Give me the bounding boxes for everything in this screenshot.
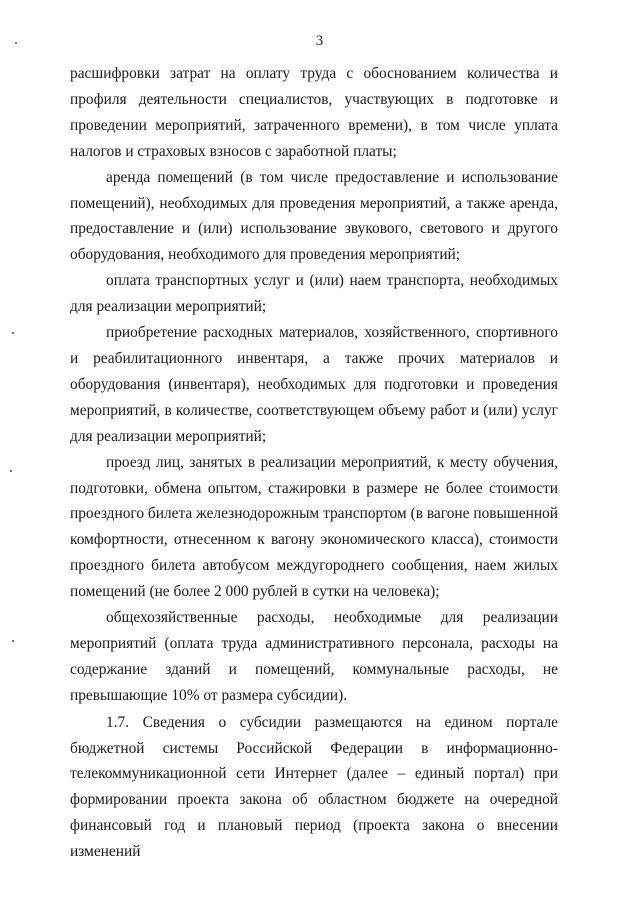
- paragraph-transport: оплата транспортных услуг и (или) наем транспорта, необходимых для реализации мероприятий;: [70, 272, 558, 316]
- paragraph-section-1-7: 1.7. Сведения о субсидии размещаются на едином портале бюджетной системы Российской Федерации в информационно-телекоммуникационной сети Интернет (далее – единый портал) при формировании проекта закона об областном бюджете на очередной финансовый год и плановый период (проекта закона о внесении изменений: [70, 713, 558, 861]
- scan-speck: [15, 42, 17, 44]
- paragraph-materials: приобретение расходных материалов, хозяйственного, спортивного и реабилитационного инвентаря, а также прочих материалов и оборудования (инвентаря), необходимых для подготовки и проведения мероприятий, в количестве, соответствующем объему работ и (или) услуг для реализации мероприятий;: [70, 324, 558, 445]
- page-number: 3: [315, 33, 324, 49]
- scan-speck: [12, 640, 14, 642]
- scan-speck: [12, 332, 14, 334]
- paragraph-premises-rent: аренда помещений (в том числе предоставление и использование помещений), необходимых для проведения мероприятий, а также аренда, предоставление и (или) использование звукового, светового и другого оборудования, необходимого для проведения мероприятий;: [70, 168, 558, 264]
- paragraph-labor-costs: расшифровки затрат на оплату труда с обоснованием количества и профиля деятельности специалистов, участвующих в подготовке и проведении мероприятий, затраченного времени), в том числе уплата налогов и страховых взносов с заработной платы;: [70, 65, 558, 160]
- paragraph-travel: проезд лиц, занятых в реализации мероприятий, к месту обучения, подготовки, обмена опытом, стажировки в размере не более стоимости проездного билета железнодорожным транспортом (в вагоне повышенной комфортности, отнесенном к вагону экономического класса), стоимости проездного билета автобусом междугороднего сообщения, наем жилых помещений (не более 2 000 рублей в сутки на человека);: [70, 453, 558, 601]
- scan-speck: [10, 470, 12, 472]
- paragraph-overhead: общехозяйственные расходы, необходимые для реализации мероприятий (оплата труда административного персонала, расходы на содержание зданий и помещений, коммунальные расходы, не превышающие 10% от размера субсидии).: [70, 609, 558, 704]
- document-body: [70, 61, 558, 865]
